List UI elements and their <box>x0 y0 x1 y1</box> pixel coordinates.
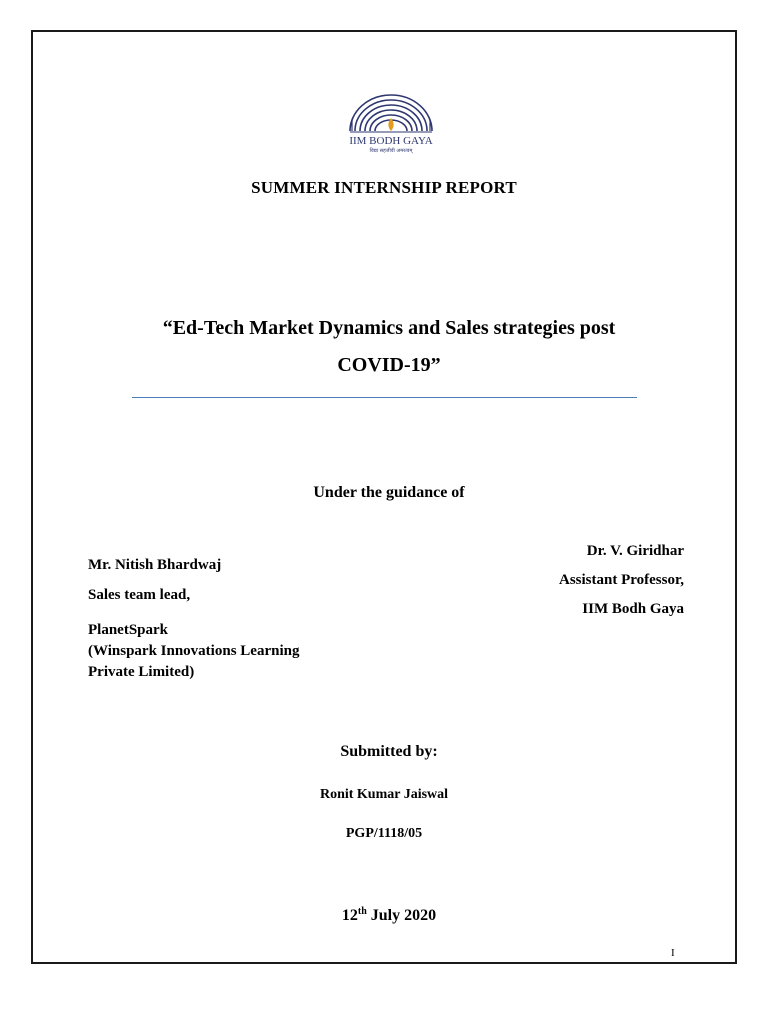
faculty-mentor-designation: Assistant Professor, <box>558 572 684 588</box>
submitted-by-heading: Submitted by: <box>340 743 438 760</box>
industry-mentor-role: Sales team lead, <box>88 587 191 603</box>
iim-bodh-gaya-logo-icon <box>340 91 442 155</box>
faculty-mentor-block <box>559 543 684 630</box>
report-title-line-1: “Ed-Tech Market Dynamics and Sales strategies post <box>162 317 616 339</box>
industry-mentor-legal-name-line-1: (Winspark Innovations Learning <box>88 643 300 659</box>
industry-mentor-legal-name-line-2: Private Limited) <box>88 664 195 680</box>
svg-text:IIM BODH GAYA: IIM BODH GAYA <box>349 135 433 147</box>
faculty-mentor-institute: IIM Bodh Gaya <box>582 601 684 617</box>
iim-bodh-gaya-logo <box>340 91 442 155</box>
report-type-heading: SUMMER INTERNSHIP REPORT <box>251 178 517 197</box>
faculty-mentor-name: Dr. V. Giridhar <box>586 543 684 559</box>
report-title-line-2: COVID-19” <box>337 354 441 376</box>
date-ordinal-suffix: th <box>357 906 367 917</box>
guidance-heading: Under the guidance of <box>313 484 465 501</box>
date-day: 12 <box>341 907 358 924</box>
report-title <box>0 310 768 384</box>
title-underline-rule <box>132 397 637 398</box>
date-month-year: July 2020 <box>366 907 437 924</box>
student-roll-number: PGP/1118/05 <box>345 826 423 841</box>
industry-mentor-name: Mr. Nitish Bhardwaj <box>88 557 222 573</box>
industry-mentor-company: PlanetSpark <box>88 622 169 638</box>
page-number: I <box>671 947 675 959</box>
student-name: Ronit Kumar Jaiswal <box>319 787 449 802</box>
submission-date <box>0 907 768 925</box>
industry-mentor-block <box>88 557 299 683</box>
svg-text:विद्या सहजीवी अमरत्वम्: विद्या सहजीवी अमरत्वम् <box>369 148 413 154</box>
